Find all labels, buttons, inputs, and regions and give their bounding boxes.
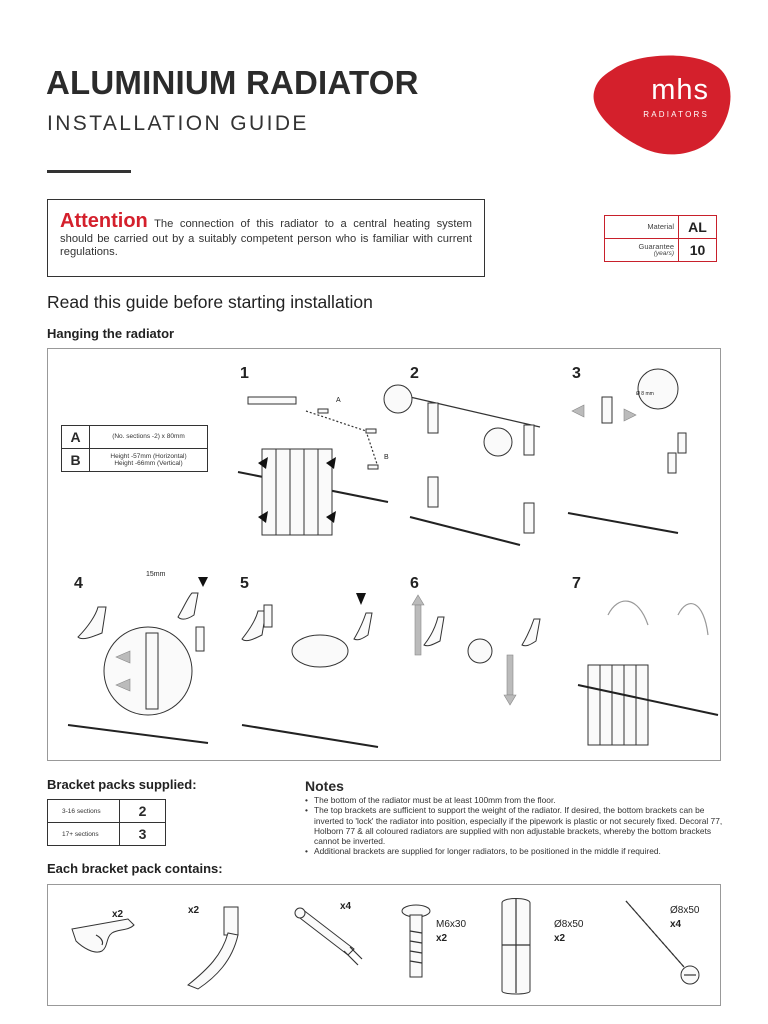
bracket-icon: [178, 903, 248, 993]
notes-list: [305, 795, 730, 857]
dimension-value-a: (No. sections -2) x 80mm: [90, 426, 208, 449]
dimension-value-b: [90, 449, 208, 472]
spacer-spec: Ø8x50: [554, 919, 584, 930]
bracket-row-label-1: 3-16 sections: [48, 800, 120, 823]
pack-contents-panel: [47, 884, 721, 1006]
step-number-2: 2: [410, 365, 419, 382]
step-number-1: 1: [240, 365, 249, 382]
pack-contents-heading: Each bracket pack contains:: [47, 861, 223, 876]
wall-plug-icon: [288, 903, 368, 973]
guarantee-value: 10: [679, 239, 717, 262]
dimension-a-label: A: [336, 397, 341, 404]
dimension-key-b: B: [62, 449, 90, 472]
brand-logo: [584, 50, 734, 160]
page-title: ALUMINIUM RADIATOR: [46, 64, 419, 101]
step-1-illustration: [238, 387, 398, 557]
step-6-illustration: [404, 585, 564, 755]
dimension-b-label: B: [384, 454, 389, 461]
step-3-illustration: [558, 363, 698, 533]
note-item: • The bottom of the radiator must be at least 100mm from the floor.: [305, 795, 730, 805]
step-number-3: 3: [572, 365, 581, 382]
bracket-qty: x2: [188, 905, 200, 916]
step-number-4: 4: [74, 575, 83, 592]
material-label: Material: [605, 216, 679, 239]
spacer-qty: x2: [554, 933, 566, 944]
guarantee-label: Guarantee: [638, 241, 674, 251]
step-5-illustration: [238, 589, 398, 759]
bracket-packs-table: [47, 799, 166, 846]
note-item: • The top brackets are sufficient to support the weight of the radiator. If desired, the bottom brackets can be inverted to 'lock' the radiator into position, especially if the pipework is plastic or not securely fixed. Decoral 77, Holborn 77 & all coloured radiators are supplied with non adjustable brackets, whereby the bottom brackets cannot be inverted.: [305, 805, 730, 846]
material-value: AL: [679, 216, 717, 239]
guarantee-unit: (years): [653, 249, 674, 257]
logo-wordmark: mhs: [651, 74, 709, 106]
page-subtitle: INSTALLATION GUIDE: [47, 112, 309, 135]
attention-text: The connection of this radiator to a central heating system should be carried out by a suitably competent person who is familiar with current regulations.: [60, 218, 472, 258]
read-guide-heading: Read this guide before starting installation: [47, 292, 373, 312]
title-divider: [47, 170, 131, 173]
bolt-icon: [398, 901, 438, 991]
step-number-5: 5: [240, 575, 249, 592]
hanging-diagram-panel: [47, 348, 721, 761]
spec-table: [604, 215, 717, 262]
dimension-value-b-line2: Height -66mm (Vertical): [114, 460, 183, 467]
attention-box: [47, 199, 485, 277]
bracket-row-value-2: 3: [120, 823, 166, 846]
clip-icon: [68, 913, 138, 963]
drill-size-label: Ø 8 mm: [636, 391, 654, 397]
attention-heading: Attention: [60, 210, 148, 232]
note-item: • Additional brackets are supplied for longer radiators, to be positioned in the middle if required.: [305, 846, 730, 856]
bolt-qty: x2: [436, 933, 448, 944]
step-4-illustration: [68, 567, 228, 737]
bracket-row-label-2: 17+ sections: [48, 823, 120, 846]
screw-qty: x4: [670, 919, 682, 930]
step-7-illustration: [568, 585, 718, 755]
bracket-packs-heading: Bracket packs supplied:: [47, 777, 197, 792]
screw-spec: Ø8x50: [670, 905, 700, 916]
step-number-6: 6: [410, 575, 419, 592]
dimension-table: [61, 425, 208, 472]
notes-heading: Notes: [305, 778, 344, 794]
guarantee-label-cell: [605, 239, 679, 262]
gap-label: 15mm: [146, 571, 166, 578]
step-number-7: 7: [572, 575, 581, 592]
dimension-key-a: A: [62, 426, 90, 449]
spacer-icon: [494, 895, 544, 995]
bracket-row-value-1: 2: [120, 800, 166, 823]
step-2-illustration: [380, 387, 540, 557]
wall-plug-qty: x4: [340, 901, 352, 912]
bolt-spec: M6x30: [436, 919, 467, 930]
clip-qty: x2: [112, 909, 124, 920]
dimension-value-b-line1: Height -57mm (Horizontal): [110, 452, 187, 460]
hanging-heading: Hanging the radiator: [47, 326, 175, 341]
logo-tagline: RADIATORS: [643, 110, 709, 119]
